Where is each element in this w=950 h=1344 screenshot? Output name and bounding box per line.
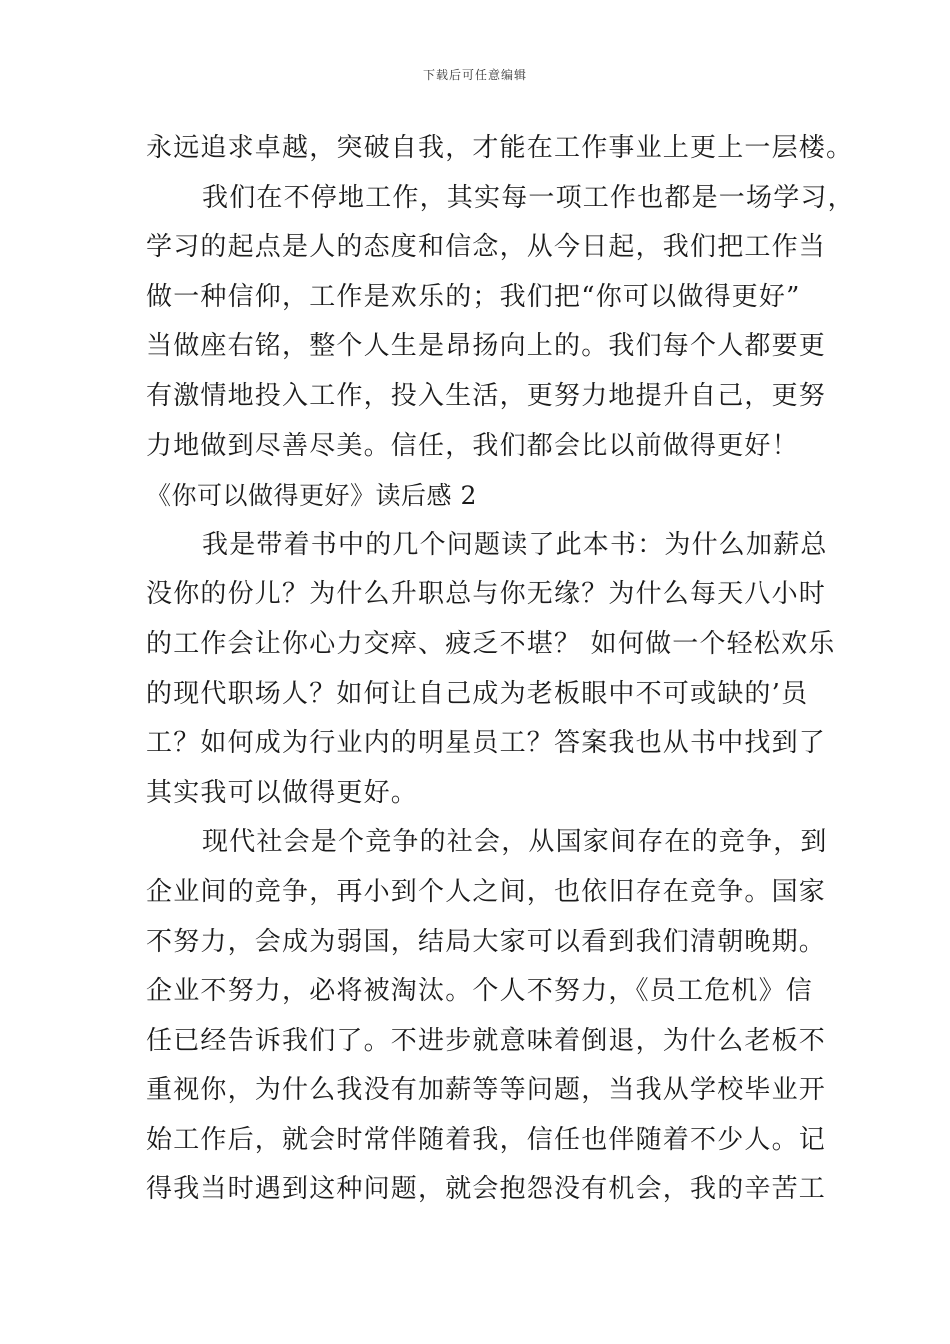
text-line: 力地做到尽善尽美。信任，我们都会比以前做得更好！ bbox=[146, 430, 799, 461]
section-heading: 《你可以做得更好》读后感 2 bbox=[146, 481, 477, 511]
text-line: 的现代职场人？如何让自己成为老板眼中不可或缺的’员 bbox=[146, 678, 809, 709]
text-line: 当做座右铭，整个人生是昂扬向上的。我们每个人都要更 bbox=[146, 331, 827, 362]
text-line: 学习的起点是人的态度和信念，从今日起，我们把工作当 bbox=[146, 232, 827, 263]
text-line: 不努力，会成为弱国，结局大家可以看到我们清朝晚期。 bbox=[146, 926, 827, 957]
text-line: 做一种信仰，工作是欢乐的；我们把“你可以做得更好” bbox=[146, 281, 801, 312]
text-line: 没你的份儿？为什么升职总与你无缘？为什么每天八小时 bbox=[146, 579, 827, 610]
header-note: 下载后可任意编辑 bbox=[422, 68, 527, 82]
text-line: 得我当时遇到这种问题，就会抱怨没有机会，我的辛苦工 bbox=[146, 1174, 827, 1205]
text-line: 其实我可以做得更好。 bbox=[146, 777, 419, 808]
text-line: 有激情地投入工作，投入生活，更努力地提升自己，更努 bbox=[146, 380, 827, 411]
text-line: 永远追求卓越，突破自我，才能在工作事业上更上一层楼。 bbox=[146, 133, 854, 163]
text-line: 我们在不停地工作，其实每一项工作也都是一场学习， bbox=[202, 182, 855, 213]
text-line: 的工作会让你心力交瘁、疲乏不堪？ 如何做一个轻松欢乐 bbox=[146, 628, 836, 659]
text-line: 任已经告诉我们了。不进步就意味着倒退，为什么老板不 bbox=[146, 1025, 827, 1056]
text-line: 企业间的竞争，再小到个人之间，也依旧存在竞争。国家 bbox=[146, 876, 827, 907]
text-line: 始工作后，就会时常伴随着我，信任也伴随着不少人。记 bbox=[146, 1124, 827, 1155]
body-text bbox=[146, 124, 855, 1215]
text-line: 现代社会是个竞争的社会，从国家间存在的竞争，到 bbox=[202, 827, 828, 858]
text-line: 工？如何成为行业内的明星员工？答案我也从书中找到了 bbox=[146, 728, 827, 759]
text-line: 我是带着书中的几个问题读了此本书：为什么加薪总 bbox=[202, 529, 828, 560]
text-line: 企业不努力，必将被淘汰。个人不努力，《员工危机》信 bbox=[146, 976, 814, 1007]
text-line: 重视你，为什么我没有加薪等等问题，当我从学校毕业开 bbox=[146, 1075, 827, 1106]
